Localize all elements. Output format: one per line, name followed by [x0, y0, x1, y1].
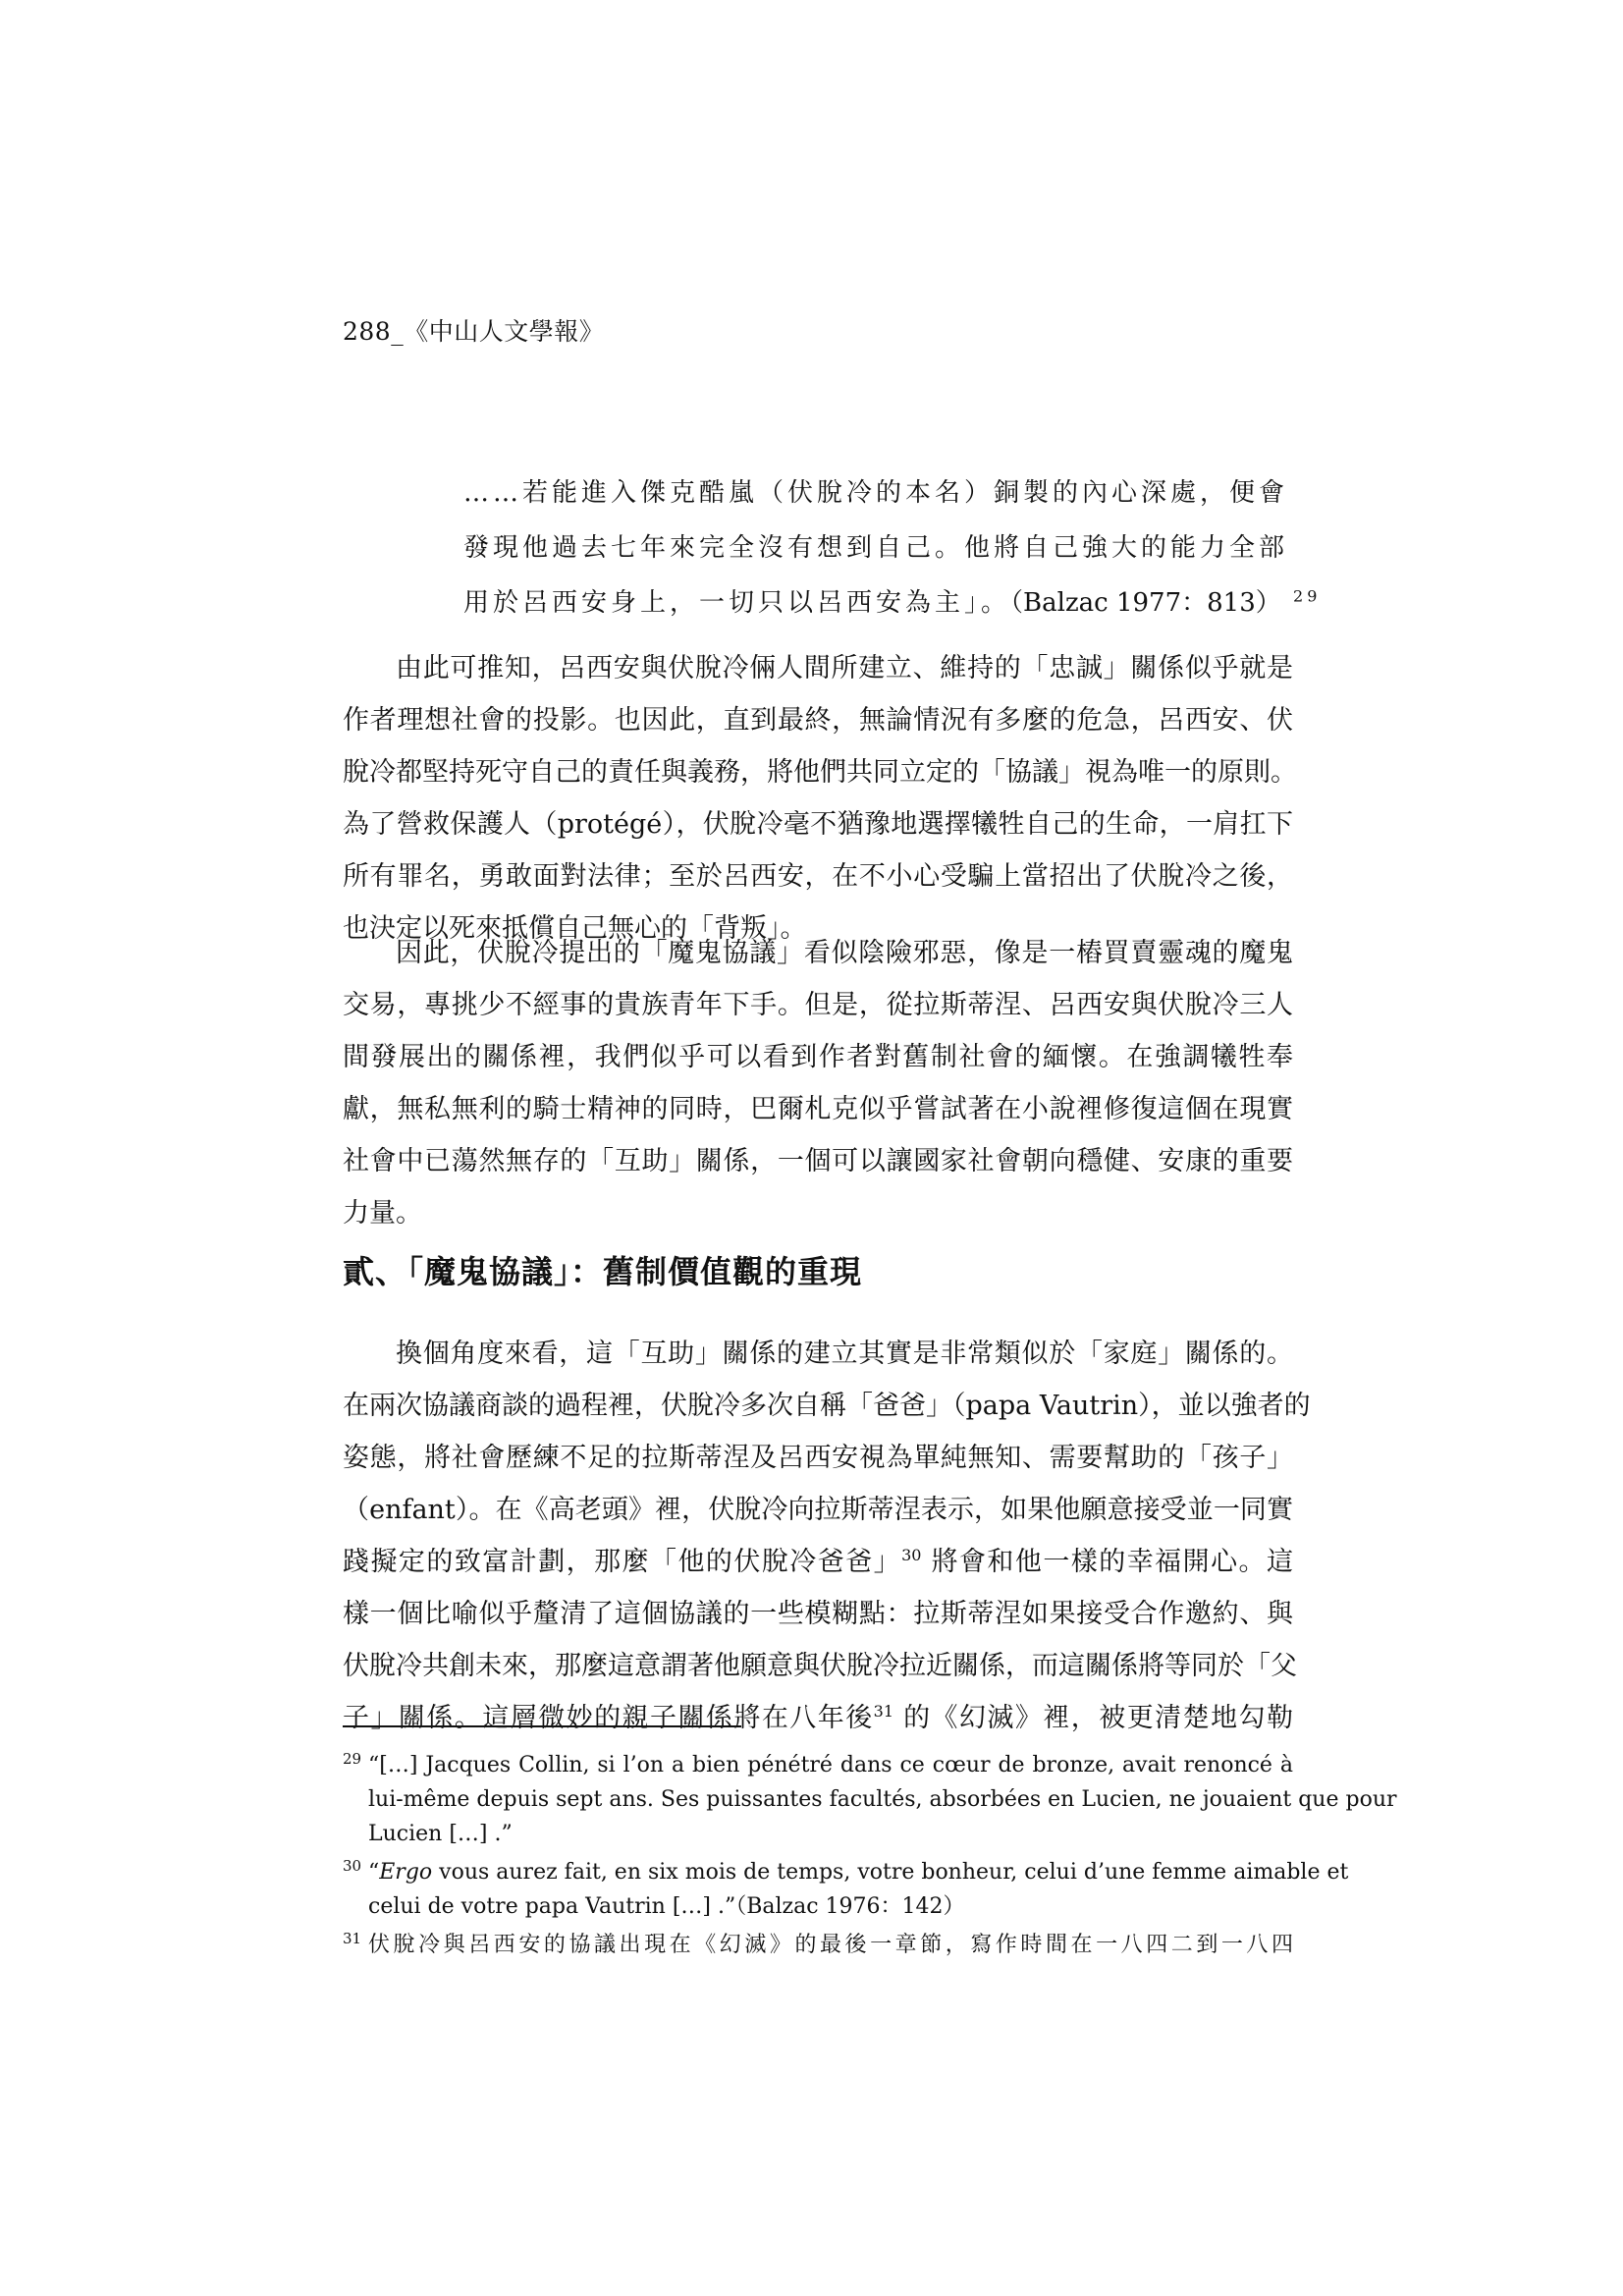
footnotes	[343, 1748, 1397, 1966]
paragraph-line: 也決定以死來抵償自己無心的「背叛」。	[343, 913, 807, 944]
footnote-line: Lucien […] .”	[368, 1822, 513, 1846]
footnote-number: 29	[343, 1750, 362, 1768]
quote-line: ……若能進入傑克酷嵐（伏脫冷的本名）銅製的內心深處，便會	[463, 478, 1289, 508]
paragraph-line: 在兩次協議商談的過程裡，伏脫冷多次自稱「爸爸」（papa Vautrin），並以強者的	[343, 1391, 1311, 1421]
footnote-line: “[…] Jacques Collin, si l’on a bien pénétré dans ce cœur de bronze, avait renoncé à	[368, 1753, 1293, 1777]
paragraph-line: 姿態，將社會歷練不足的拉斯蒂涅及呂西安視為單純無知、需要幫助的「孩子」	[343, 1443, 1293, 1473]
footnote-ref-30[interactable]: 30	[901, 1546, 922, 1564]
footnote-italic-word: Ergo	[379, 1860, 433, 1885]
footnote-31	[343, 1928, 1293, 1962]
footnote-line: celui de votre papa Vautrin […] .”（Balzac 1976：142）	[368, 1894, 965, 1919]
paragraph-3	[343, 1328, 1311, 1744]
footnote-number: 31	[343, 1930, 362, 1947]
paragraph-2	[343, 927, 1293, 1239]
paragraph-line: 力量。	[343, 1198, 422, 1229]
footnote-ref-29[interactable]: 29	[1293, 586, 1322, 606]
quote-line: 發現他過去七年來完全沒有想到自己。他將自己強大的能力全部	[463, 533, 1289, 563]
footnote-line: 伏脫冷與呂西安的協議出現在《幻滅》的最後一章節，寫作時間在一八四二到一八四	[368, 1933, 1293, 1957]
paragraph-line: 間發展出的關係裡，我們似乎可以看到作者對舊制社會的緬懷。在強調犧牲奉	[343, 1042, 1293, 1072]
footnote-number: 30	[343, 1857, 362, 1875]
paragraph-line: 踐擬定的致富計劃，那麼「他的伏脫冷爸爸」$^{30}$ 將會和他一樣的幸福開心。這	[343, 1546, 1293, 1577]
paragraph-1	[343, 642, 1297, 955]
paragraph-line: 子」關係。這層微妙的親子關係將在八年後$^{31}$ 的《幻滅》裡，被更清楚地勾勒	[343, 1702, 1293, 1733]
paragraph-line: 社會中已蕩然無存的「互助」關係，一個可以讓國家社會朝向穩健、安康的重要	[343, 1146, 1293, 1176]
footnote-30	[343, 1855, 1349, 1924]
block-quote	[463, 465, 1322, 630]
footnote-line: “Ergo vous aurez fait, en six mois de temps, votre bonheur, celui d’une femme aimable et	[368, 1860, 1349, 1885]
footnote-ref-31[interactable]: 31	[873, 1702, 894, 1721]
paragraph-line: 所有罪名，勇敢面對法律；至於呂西安，在不小心受騙上當招出了伏脫冷之後，	[343, 861, 1293, 892]
quote-line: 用於呂西安身上，一切只以呂西安為主」。（Balzac 1977：813） $^{29}$	[463, 586, 1322, 618]
footnote-line: lui-même depuis sept ans. Ses puissantes facultés, absorbées en Lucien, ne jouaient que pour	[368, 1787, 1397, 1812]
paragraph-line: 由此可推知，呂西安與伏脫冷倆人間所建立、維持的「忠誠」關係似乎就是	[396, 653, 1293, 683]
page-number: 288	[343, 317, 392, 346]
paragraph-line: 交易，專挑少不經事的貴族青年下手。但是，從拉斯蒂涅、呂西安與伏脫冷三人	[343, 990, 1293, 1020]
paragraph-line: （enfant）。在《高老頭》裡，伏脫冷向拉斯蒂涅表示，如果他願意接受並一同實	[343, 1495, 1293, 1525]
journal-title: 《中山人文學報》	[404, 317, 605, 346]
paragraph-line: 脫冷都堅持死守自己的責任與義務，將他們共同立定的「協議」視為唯一的原則。	[343, 757, 1297, 788]
paragraph-line: 樣一個比喻似乎釐清了這個協議的一些模糊點：拉斯蒂涅如果接受合作邀約、與	[343, 1599, 1293, 1629]
paragraph-line: 獻，無私無利的騎士精神的同時，巴爾札克似乎嘗試著在小說裡修復這個在現實	[343, 1094, 1293, 1124]
paragraph-line: 作者理想社會的投影。也因此，直到最終，無論情況有多麼的危急，呂西安、伏	[343, 705, 1293, 736]
footnote-29	[343, 1748, 1397, 1851]
paragraph-line: 因此，伏脫冷提出的「魔鬼協議」看似陰險邪惡，像是一樁買賣靈魂的魔鬼	[396, 938, 1293, 968]
section-heading: 貳、「魔鬼協議」：舊制價值觀的重現	[343, 1253, 863, 1290]
paragraph-line: 換個角度來看，這「互助」關係的建立其實是非常類似於「家庭」關係的。	[396, 1339, 1293, 1369]
paragraph-line: 為了營救保護人（protégé），伏脫冷毫不猶豫地選擇犧牲自己的生命，一肩扛下	[343, 809, 1293, 840]
footnote-separator	[343, 1725, 741, 1727]
running-header: 288_《中山人文學報》	[343, 317, 605, 346]
paragraph-line: 伏脫冷共創未來，那麼這意謂著他願意與伏脫冷拉近關係，而這關係將等同於「父	[343, 1651, 1297, 1681]
quote-citation: （Balzac 1977：813）	[1010, 588, 1281, 618]
